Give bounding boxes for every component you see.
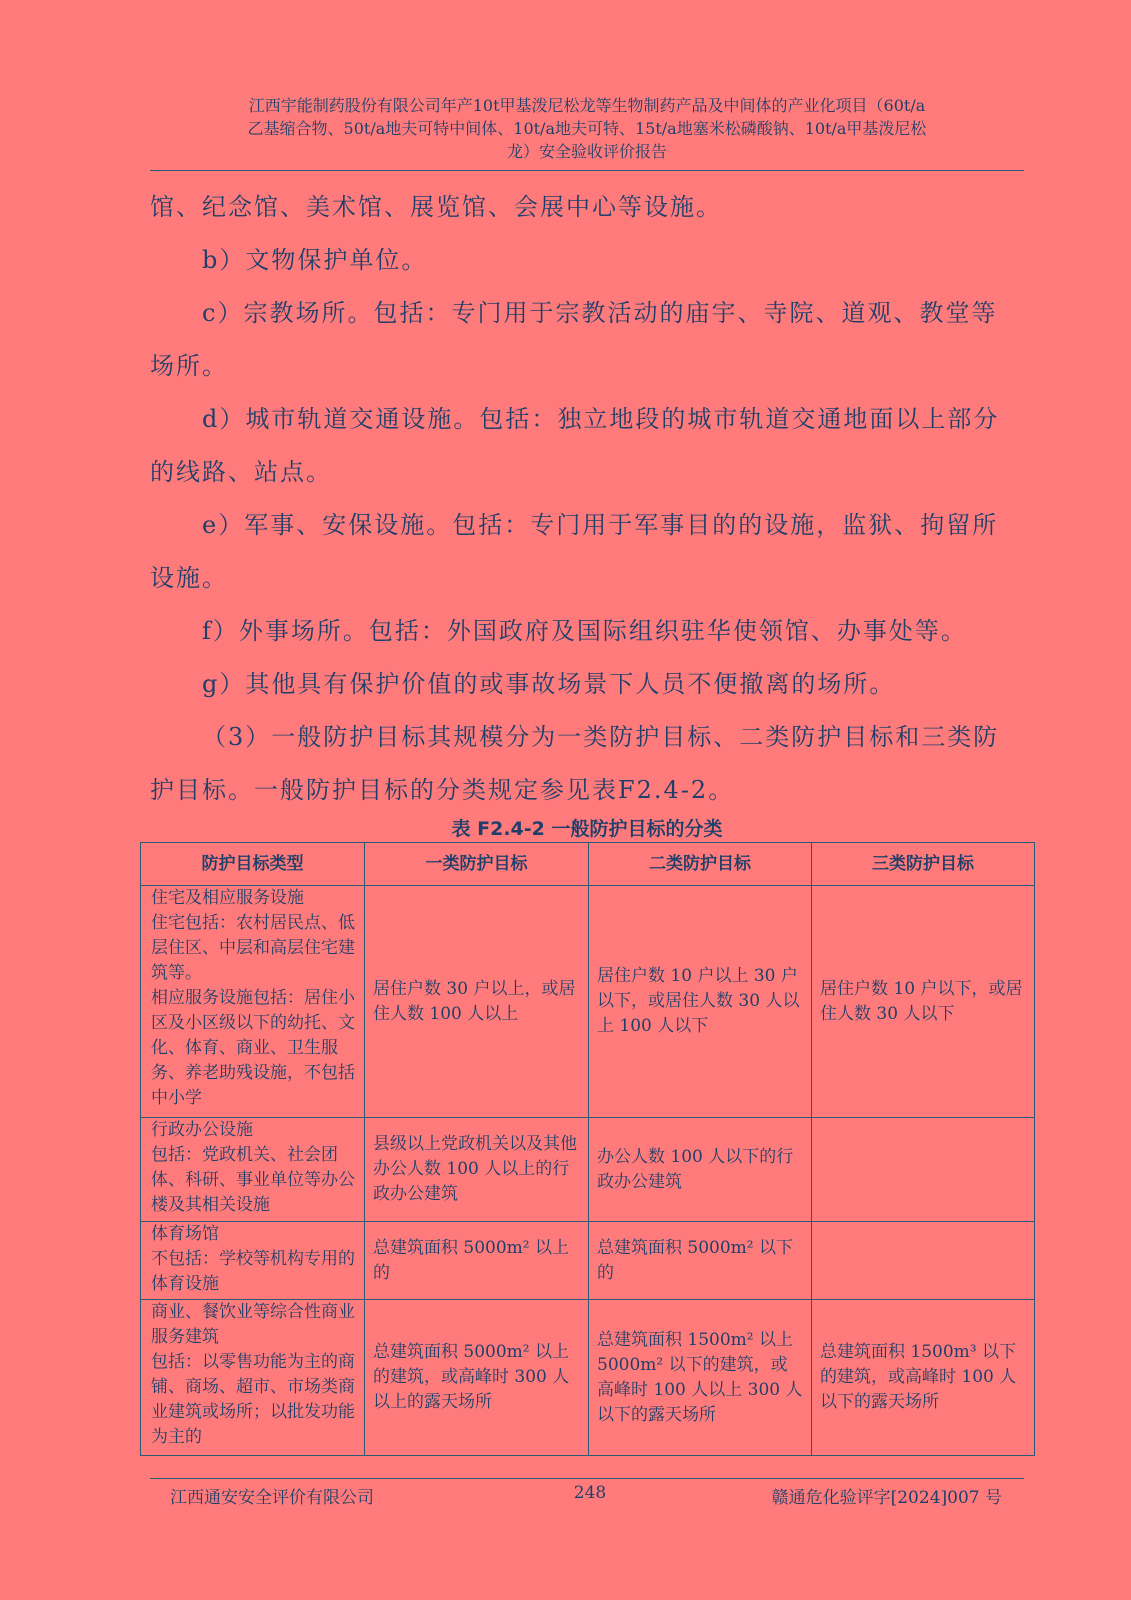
table-row [141, 886, 1035, 1118]
col-header-class-3: 三类防护目标 [812, 843, 1035, 886]
footer-doc-number: 赣通危化验评字[2024]007 号 [771, 1488, 1002, 1508]
paragraph-f: f）外事场所。包括：外国政府及国际组织驻华使领馆、办事处等。 [202, 617, 967, 645]
paragraph-e: e）军事、安保设施。包括：专门用于军事目的的设施，监狱、拘留所 [202, 511, 999, 539]
col-header-class-2: 二类防护目标 [589, 843, 812, 886]
table-cell-type: 商业、餐饮业等综合性商业服务建筑 包括：以零售功能为主的商铺、商场、超市、市场类商业建筑或场所；以批发功能为主的 [141, 1300, 365, 1456]
table-cell: 总建筑面积 1500m² 以上 5000m² 以下的建筑，或高峰时 100 人以上 300 人以下的露天场所 [589, 1300, 812, 1456]
paragraph-c-cont: 场所。 [150, 352, 228, 380]
header-divider [150, 170, 1024, 171]
header-line-2: 乙基缩合物、50t/a地夫可特中间体、10t/a地夫可特、15t/a地塞米松磷酸钠、10t/a甲基泼尼松 [247, 119, 927, 138]
paragraph-b: b）文物保护单位。 [202, 246, 428, 274]
table-caption: 表 F2.4-2 一般防护目标的分类 [451, 818, 723, 840]
table-cell [812, 1222, 1035, 1300]
table-cell: 总建筑面积 5000m² 以下的 [589, 1222, 812, 1300]
header-line-1: 江西宇能制药股份有限公司年产10t甲基泼尼松龙等生物制药产品及中间体的产业化项目（60t/a [248, 96, 926, 115]
paragraph-g: g）其他具有保护价值的或事故场景下人员不便撤离的场所。 [202, 670, 896, 698]
table-cell [812, 1118, 1035, 1222]
table-cell-type: 住宅及相应服务设施 住宅包括：农村居民点、低层住区、中层和高层住宅建筑等。 相应服务设施包括：居住小区及小区级以下的幼托、文化、体育、商业、卫生服务、养老助残设施，不包括中小学 [141, 886, 365, 1118]
paragraph-c: c）宗教场所。包括：专门用于宗教活动的庙宇、寺院、道观、教堂等 [202, 299, 998, 327]
table-header-row [141, 843, 1035, 886]
table-row [141, 1300, 1035, 1456]
table-cell: 居住户数 30 户以上，或居住人数 100 人以上 [365, 886, 589, 1118]
table-cell: 居住户数 10 户以下，或居住人数 30 人以下 [812, 886, 1035, 1118]
table-cell-type: 行政办公设施 包括：党政机关、社会团体、科研、事业单位等办公楼及其相关设施 [141, 1118, 365, 1222]
paragraph-3: （3）一般防护目标其规模分为一类防护目标、二类防护目标和三类防 [202, 723, 1000, 751]
paragraph-continuation: 馆、纪念馆、美术馆、展览馆、会展中心等设施。 [150, 193, 722, 221]
table-cell: 县级以上党政机关以及其他办公人数 100 人以上的行政办公建筑 [365, 1118, 589, 1222]
footer-company: 江西通安安全评价有限公司 [170, 1488, 374, 1508]
running-header [150, 94, 1024, 163]
header-line-3: 龙）安全验收评价报告 [506, 142, 667, 161]
col-header-type: 防护目标类型 [141, 843, 365, 886]
paragraph-e-cont: 设施。 [150, 564, 228, 592]
table-cell: 总建筑面积 5000m² 以上的 [365, 1222, 589, 1300]
col-header-class-1: 一类防护目标 [365, 843, 589, 886]
paragraph-d: d）城市轨道交通设施。包括：独立地段的城市轨道交通地面以上部分 [202, 405, 1000, 433]
table-row [141, 1222, 1035, 1300]
table-cell: 总建筑面积 1500m³ 以下的建筑，或高峰时 100 人以下的露天场所 [812, 1300, 1035, 1456]
paragraph-d-cont: 的线路、站点。 [150, 458, 332, 486]
table-cell: 居住户数 10 户以上 30 户以下，或居住人数 30 人以上 100 人以下 [589, 886, 812, 1118]
protection-target-table [140, 842, 1035, 1456]
paragraph-3-cont: 护目标。一般防护目标的分类规定参见表F2.4-2。 [150, 776, 735, 804]
table-row [141, 1118, 1035, 1222]
table-cell: 办公人数 100 人以下的行政办公建筑 [589, 1118, 812, 1222]
table-cell-type: 体育场馆 不包括：学校等机构专用的体育设施 [141, 1222, 365, 1300]
page-number: 248 [573, 1483, 607, 1503]
table-cell: 总建筑面积 5000m² 以上的建筑，或高峰时 300 人以上的露天场所 [365, 1300, 589, 1456]
footer-divider [150, 1478, 1024, 1479]
